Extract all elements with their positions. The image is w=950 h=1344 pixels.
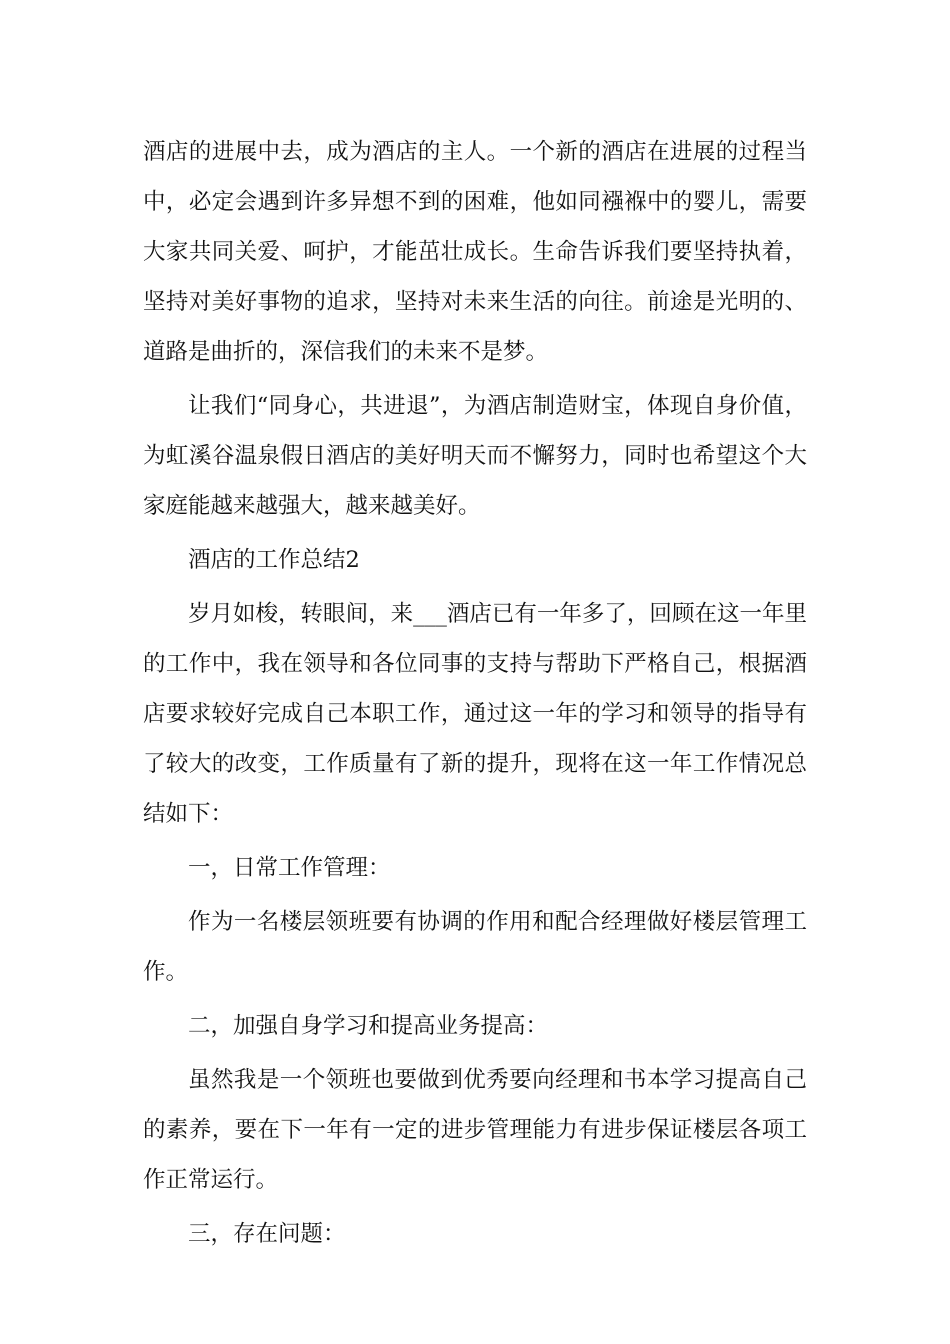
paragraph-daily-management: 作为一名楼层领班要有协调的作用和配合经理做好楼层管理工作。	[143, 909, 807, 985]
document-body	[143, 127, 807, 1259]
heading-daily-management: 一，日常工作管理：	[188, 855, 391, 881]
heading-problems: 三，存在问题：	[188, 1221, 346, 1247]
section-title: 酒店的工作总结2	[188, 547, 360, 573]
paragraph-continuation: 酒店的进展中去，成为酒店的主人。一个新的酒店在进展的过程当中，必定会遇到许多异想不到的困难，他如同襁褓中的婴儿，需要大家共同关爱、呵护，才能茁壮成长。生命告诉我们要坚持执着，坚持对美好事物的追求，坚持对未来生活的向往。前途是光明的、道路是曲折的，深信我们的未来不是梦。	[143, 139, 807, 365]
heading-self-study: 二，加强自身学习和提高业务提高：	[188, 1013, 549, 1039]
paragraph-closing-appeal: 让我们“同身心，共进退”，为酒店制造财宝，体现自身价值，为虹溪谷温泉假日酒店的美好明天而不懈努力，同时也希望这个大家庭能越来越强大，越来越美好。	[143, 393, 807, 519]
paragraph-intro: 岁月如梭，转眼间，来___酒店已有一年多了，回顾在这一年里的工作中，我在领导和各位同事的支持与帮助下严格自己，根据酒店要求较好完成自己本职工作，通过这一年的学习和领导的指导有了较大的改变，工作质量有了新的提升，现将在这一年工作情况总结如下：	[143, 601, 807, 827]
paragraph-self-study: 虽然我是一个领班也要做到优秀要向经理和书本学习提高自己的素养，要在下一年有一定的进步管理能力有进步保证楼层各项工作正常运行。	[143, 1067, 807, 1193]
